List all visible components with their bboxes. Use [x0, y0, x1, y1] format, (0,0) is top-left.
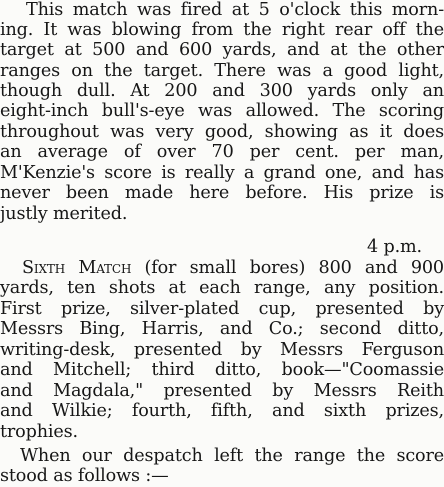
text-line: First prize, silver-plated cup, presented by [0, 299, 444, 319]
text-line: When our despatch left the range the score [20, 446, 444, 466]
text-line: eight-inch bull's-eye was allowed. The scoring [0, 101, 444, 121]
match-title: Sixth Match [22, 258, 132, 278]
match-heading-line [0, 258, 444, 278]
text-line: writing-desk, presented by Messrs Ferguson [0, 340, 444, 360]
time-heading: 4 p.m. [366, 237, 422, 257]
text-line: ranges on the target. There was a good light, [0, 61, 444, 81]
text-line: and Mitchell; third ditto, book—"Coomassie [0, 360, 444, 380]
text-line: justly merited. [0, 204, 128, 224]
text-line: target at 500 and 600 yards, and at the other [0, 40, 444, 60]
text-line: and Wilkie; fourth, fifth, and sixth prizes, [0, 401, 444, 421]
text-line: Messrs Bing, Harris, and Co.; second ditto, [0, 319, 444, 339]
text-line: This match was fired at 5 o'clock this morn- [26, 0, 444, 20]
text-line: though dull. At 200 and 300 yards only an [0, 81, 444, 101]
text-line: trophies. [0, 422, 78, 442]
text-line: stood as follows :— [0, 466, 169, 486]
text-line: an average of over 70 per cent. per man, [0, 142, 444, 162]
text-line: ing. It was blowing from the right rear off the [0, 20, 444, 40]
text-line: throughout was very good, showing as it does [0, 122, 444, 142]
match-title-rest: (for small bores) 800 and 900 [131, 258, 444, 278]
text-line: and Magdala," presented by Messrs Reith [0, 381, 444, 401]
text-line: never been made here before. His prize is [0, 183, 444, 203]
text-line: M'Kenzie's score is really a grand one, and has [0, 163, 444, 183]
text-line: yards, ten shots at each range, any position. [0, 278, 444, 298]
